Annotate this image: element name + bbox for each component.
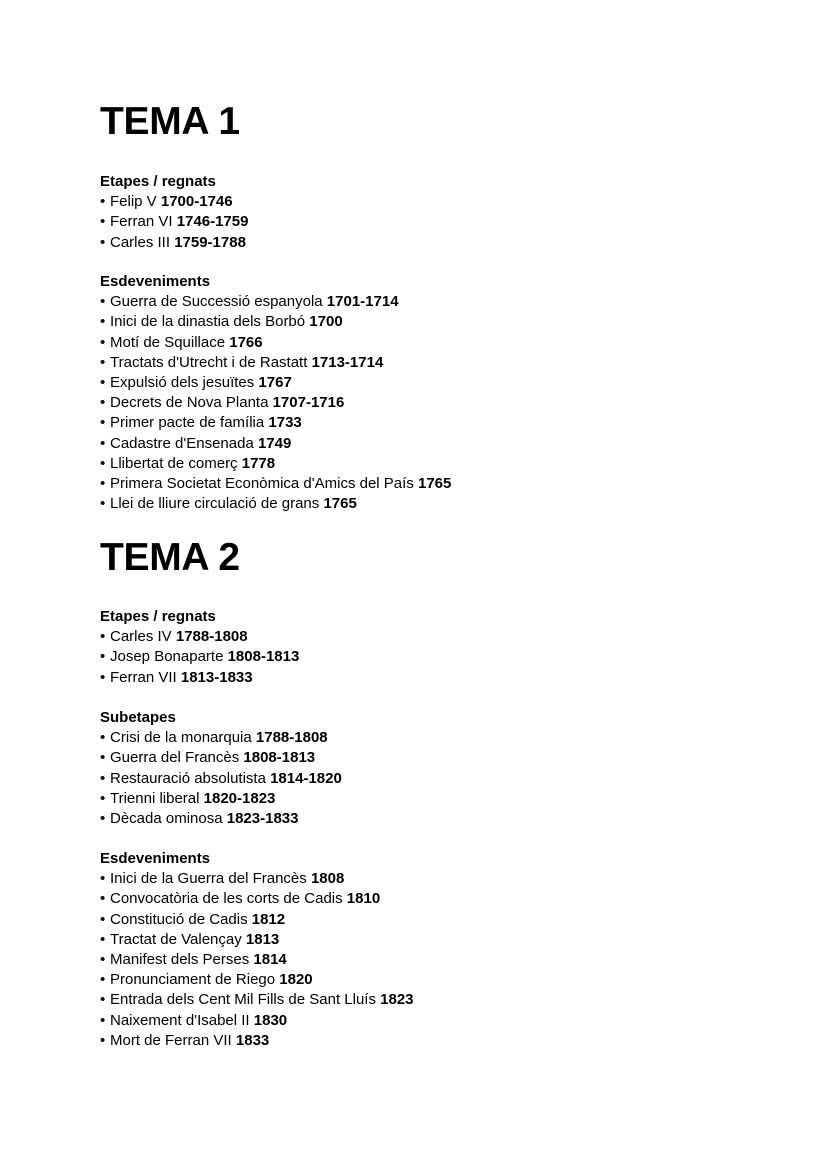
etapes-list <box>100 627 299 688</box>
list-item: • Tractat de Valençay 1813 <box>100 930 414 950</box>
section-heading: Etapes / regnats <box>100 173 216 190</box>
subetapes-list <box>100 728 342 829</box>
list-item: • Carles III 1759-1788 <box>100 233 248 253</box>
tema-2-title: TEMA 2 <box>100 536 240 579</box>
bullet-icon: • <box>100 233 106 251</box>
date: 1746-1759 <box>176 213 249 231</box>
list-item: • Josep Bonaparte 1808-1813 <box>100 647 299 667</box>
date: 1749 <box>257 434 292 452</box>
list-item: • Carles IV 1788-1808 <box>100 627 299 647</box>
list-item: • Entrada dels Cent Mil Fills de Sant Lluís 1823 <box>100 990 414 1010</box>
date: 1788-1808 <box>175 628 248 646</box>
list-item: • Felip V 1700-1746 <box>100 192 248 212</box>
list-item: • Llibertat de comerç 1778 <box>100 454 451 474</box>
list-item: • Primer pacte de família 1733 <box>100 413 451 433</box>
list-item: • Motí de Squillace 1766 <box>100 333 451 353</box>
date: 1808 <box>310 870 345 888</box>
list-item: • Naixement d'Isabel II 1830 <box>100 1011 414 1031</box>
list-item: • Trienni liberal 1820-1823 <box>100 789 342 809</box>
list-item: • Guerra de Successió espanyola 1701-1714 <box>100 292 451 312</box>
list-item: • Expulsió dels jesuïtes 1767 <box>100 373 451 393</box>
date: 1814 <box>253 950 287 968</box>
date: 1812 <box>251 910 286 928</box>
tema-2-subetapes <box>100 708 342 829</box>
date: 1759-1788 <box>174 233 246 251</box>
bullet-icon: • <box>100 434 106 452</box>
tema-2-esdeveniments <box>100 849 414 1051</box>
date: 1833 <box>235 1031 270 1049</box>
bullet-icon: • <box>100 870 106 888</box>
bullet-icon: • <box>100 930 106 948</box>
list-item: • Llei de lliure circulació de grans 1765 <box>100 494 451 514</box>
date: 1820 <box>279 971 313 989</box>
list-item: • Guerra del Francès 1808-1813 <box>100 748 342 768</box>
list-item: • Inici de la Guerra del Francès 1808 <box>100 869 414 889</box>
date: 1700-1746 <box>160 193 233 211</box>
date: 1733 <box>268 414 302 432</box>
bullet-icon: • <box>100 729 106 747</box>
list-item: • Cadastre d'Ensenada 1749 <box>100 434 451 454</box>
list-item: • Dècada ominosa 1823-1833 <box>100 809 342 829</box>
bullet-icon: • <box>100 193 106 211</box>
bullet-icon: • <box>100 353 106 371</box>
list-item: • Ferran VII 1813-1833 <box>100 668 299 688</box>
tema-2-etapes <box>100 607 299 688</box>
bullet-icon: • <box>100 1011 106 1029</box>
bullet-icon: • <box>100 414 106 432</box>
bullet-icon: • <box>100 394 106 412</box>
bullet-icon: • <box>100 373 106 391</box>
date: 1814-1820 <box>270 769 342 787</box>
etapes-list <box>100 192 248 253</box>
date: 1778 <box>241 454 276 472</box>
bullet-icon: • <box>100 1031 106 1049</box>
list-item: • Tractats d'Utrecht i de Rastatt 1713-1714 <box>100 353 451 373</box>
date: 1765 <box>323 495 357 513</box>
date: 1713-1714 <box>311 353 384 371</box>
bullet-icon: • <box>100 293 106 311</box>
esdeveniments-list <box>100 292 451 514</box>
bullet-icon: • <box>100 971 106 989</box>
list-item: • Crisi de la monarquia 1788-1808 <box>100 728 342 748</box>
tema-1-esdeveniments <box>100 272 451 514</box>
bullet-icon: • <box>100 789 106 807</box>
date: 1813-1833 <box>180 668 253 686</box>
list-item: • Ferran VI 1746-1759 <box>100 212 248 232</box>
bullet-icon: • <box>100 454 106 472</box>
date: 1808-1813 <box>227 648 300 666</box>
bullet-icon: • <box>100 313 106 331</box>
date: 1701-1714 <box>326 293 399 311</box>
date: 1813 <box>245 930 280 948</box>
list-item: • Mort de Ferran VII 1833 <box>100 1031 414 1051</box>
bullet-icon: • <box>100 910 106 928</box>
bullet-icon: • <box>100 213 106 231</box>
bullet-icon: • <box>100 809 106 827</box>
bullet-icon: • <box>100 333 106 351</box>
list-item: • Manifest dels Perses 1814 <box>100 950 414 970</box>
date: 1810 <box>346 890 381 908</box>
date: 1765 <box>418 474 452 492</box>
bullet-icon: • <box>100 890 106 908</box>
tema-1-etapes <box>100 172 248 253</box>
section-heading: Esdeveniments <box>100 273 211 290</box>
list-item: • Decrets de Nova Planta 1707-1716 <box>100 393 451 413</box>
bullet-icon: • <box>100 648 106 666</box>
date: 1700 <box>309 313 343 331</box>
bullet-icon: • <box>100 769 106 787</box>
bullet-icon: • <box>100 628 106 646</box>
bullet-icon: • <box>100 474 106 492</box>
tema-1-title: TEMA 1 <box>100 100 240 143</box>
bullet-icon: • <box>100 991 106 1009</box>
list-item: • Restauració absolutista 1814-1820 <box>100 769 342 789</box>
bullet-icon: • <box>100 495 106 513</box>
section-heading: Esdeveniments <box>100 850 211 867</box>
date: 1808-1813 <box>243 749 316 767</box>
date: 1830 <box>253 1011 288 1029</box>
bullet-icon: • <box>100 749 106 767</box>
date: 1788-1808 <box>255 729 328 747</box>
list-item: • Primera Societat Econòmica d'Amics del País 1765 <box>100 474 451 494</box>
list-item: • Convocatòria de les corts de Cadis 1810 <box>100 889 414 909</box>
list-item: • Inici de la dinastia dels Borbó 1700 <box>100 312 451 332</box>
date: 1707-1716 <box>272 394 345 412</box>
list-item: • Constitució de Cadis 1812 <box>100 910 414 930</box>
bullet-icon: • <box>100 668 106 686</box>
date: 1823 <box>380 991 414 1009</box>
date: 1823-1833 <box>226 809 299 827</box>
date: 1766 <box>229 333 263 351</box>
section-heading: Subetapes <box>100 709 176 726</box>
esdeveniments-list <box>100 869 414 1051</box>
section-heading: Etapes / regnats <box>100 608 216 625</box>
bullet-icon: • <box>100 950 106 968</box>
list-item: • Pronunciament de Riego 1820 <box>100 970 414 990</box>
date: 1767 <box>258 373 292 391</box>
date: 1820-1823 <box>203 789 276 807</box>
